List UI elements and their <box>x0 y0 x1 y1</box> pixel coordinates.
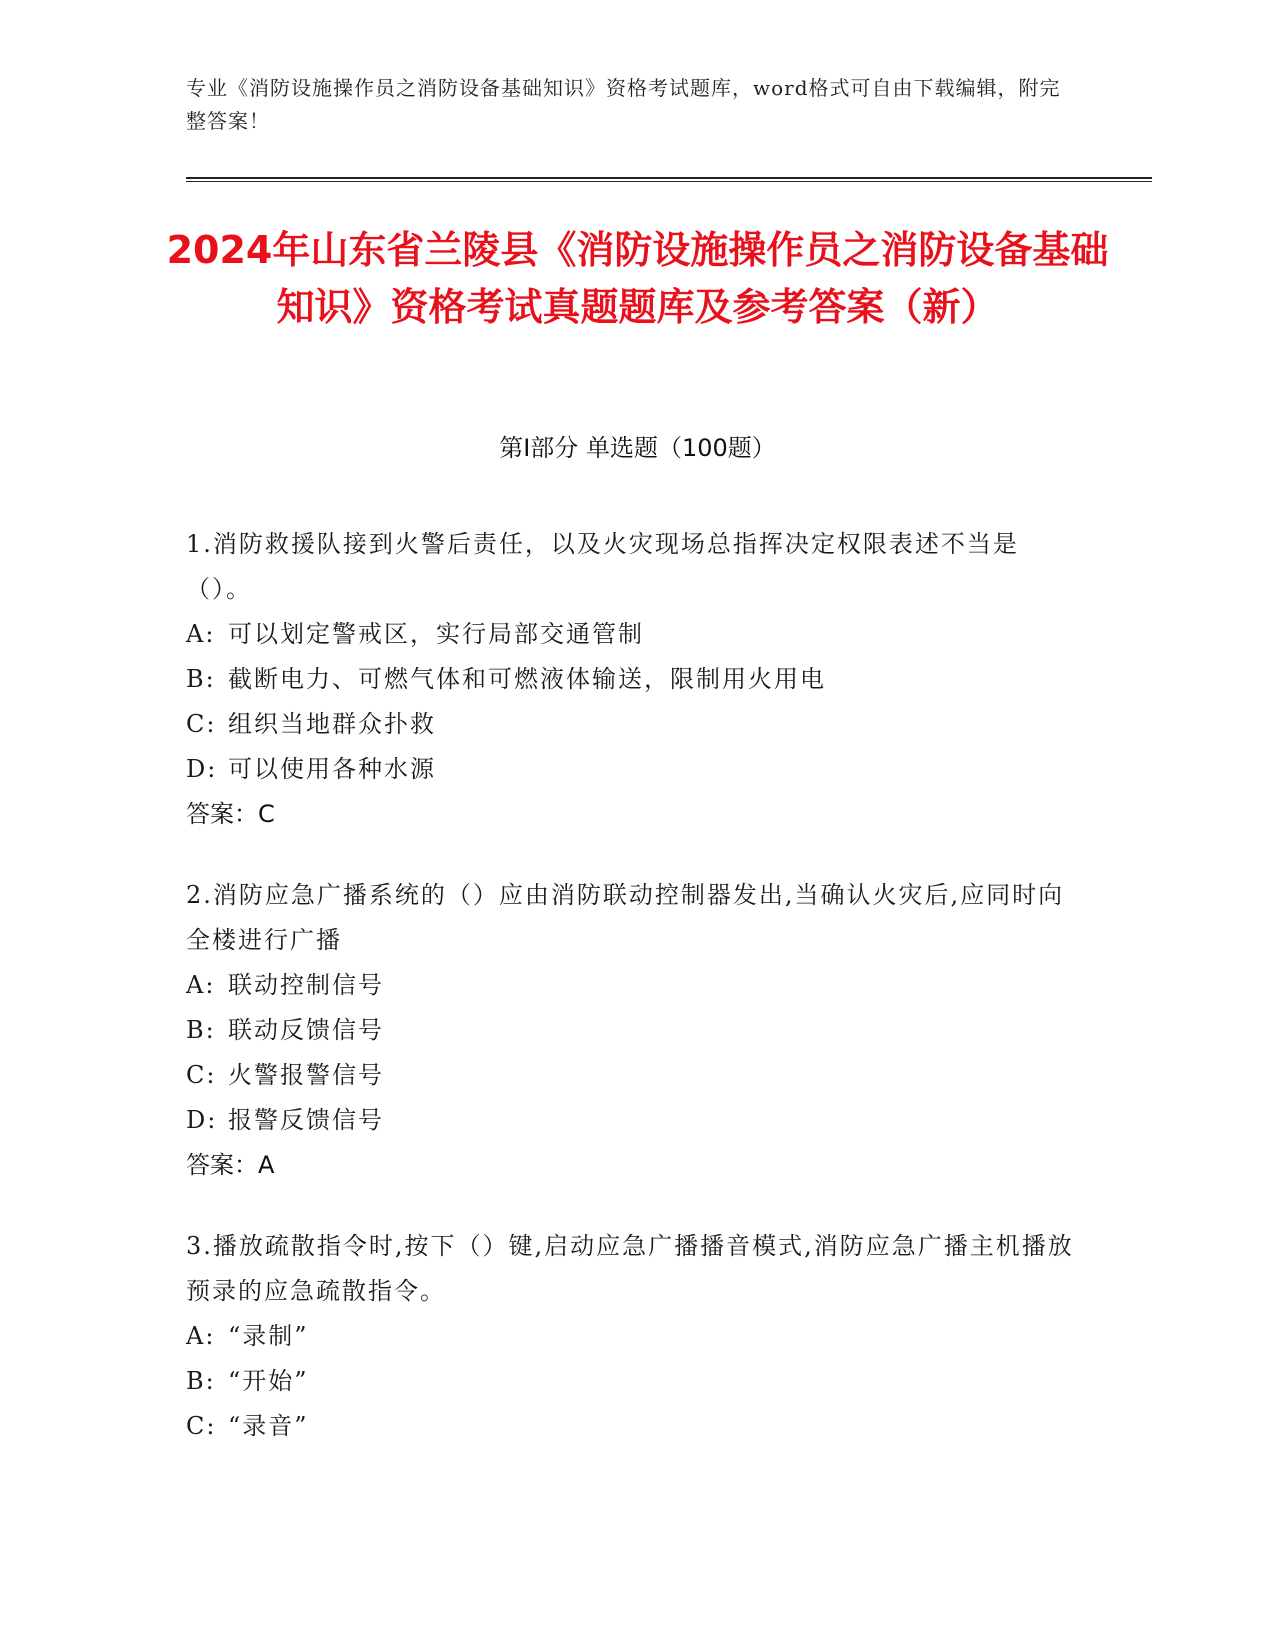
option-letter: D: <box>186 1106 218 1134</box>
header-divider-thick <box>186 177 1152 179</box>
option-b <box>186 1359 1081 1404</box>
option-text: “录音” <box>228 1412 309 1440</box>
option-a <box>186 612 1081 657</box>
option-a <box>186 1314 1081 1359</box>
option-d <box>186 1098 1081 1143</box>
option-letter: C: <box>186 710 217 738</box>
option-letter: C: <box>186 1412 217 1440</box>
answer-line: 答案：C <box>186 800 275 828</box>
option-letter: C: <box>186 1061 217 1089</box>
header-note: 专业《消防设施操作员之消防设备基础知识》资格考试题库，word格式可自由下载编辑，附完整答案！ <box>186 76 1061 133</box>
question-2 <box>186 873 1081 1188</box>
answer-line: 答案：A <box>186 1151 275 1179</box>
question-3 <box>186 1224 1081 1449</box>
section-heading: 第I部分 单选题（100题） <box>499 434 776 462</box>
option-text: “录制” <box>228 1322 309 1350</box>
header-divider-thin <box>186 181 1152 182</box>
option-letter: B: <box>186 665 216 693</box>
question-stem: 3.播放疏散指令时,按下（）键,启动应急广播播音模式,消防应急广播主机播放预录的应急疏散指令。 <box>186 1232 1074 1305</box>
option-letter: B: <box>186 1016 216 1044</box>
option-text: 截断电力、可燃气体和可燃液体输送，限制用火用电 <box>228 665 826 693</box>
option-text: 报警反馈信号 <box>228 1106 384 1134</box>
option-a <box>186 963 1081 1008</box>
option-text: 联动控制信号 <box>228 971 384 999</box>
option-d <box>186 747 1081 792</box>
option-letter: A: <box>186 620 216 648</box>
question-list <box>186 522 1081 1485</box>
document-title: 2024年山东省兰陵县《消防设施操作员之消防设备基础知识》资格考试真题题库及参考答案（新） <box>166 228 1109 329</box>
option-b <box>186 657 1081 702</box>
option-letter: B: <box>186 1367 216 1395</box>
option-text: 可以划定警戒区，实行局部交通管制 <box>228 620 644 648</box>
question-stem: 1.消防救援队接到火警后责任，以及火灾现场总指挥决定权限表述不当是（）。 <box>186 530 1019 603</box>
option-text: 火警报警信号 <box>228 1061 384 1089</box>
option-c <box>186 702 1081 747</box>
option-text: “开始” <box>228 1367 309 1395</box>
option-c <box>186 1404 1081 1449</box>
option-letter: A: <box>186 1322 216 1350</box>
option-b <box>186 1008 1081 1053</box>
option-c <box>186 1053 1081 1098</box>
question-1 <box>186 522 1081 837</box>
question-stem: 2.消防应急广播系统的（）应由消防联动控制器发出,当确认火灾后,应同时向全楼进行广播 <box>186 881 1065 954</box>
option-text: 可以使用各种水源 <box>228 755 436 783</box>
option-text: 联动反馈信号 <box>228 1016 384 1044</box>
option-letter: D: <box>186 755 218 783</box>
option-text: 组织当地群众扑救 <box>228 710 436 738</box>
option-letter: A: <box>186 971 216 999</box>
